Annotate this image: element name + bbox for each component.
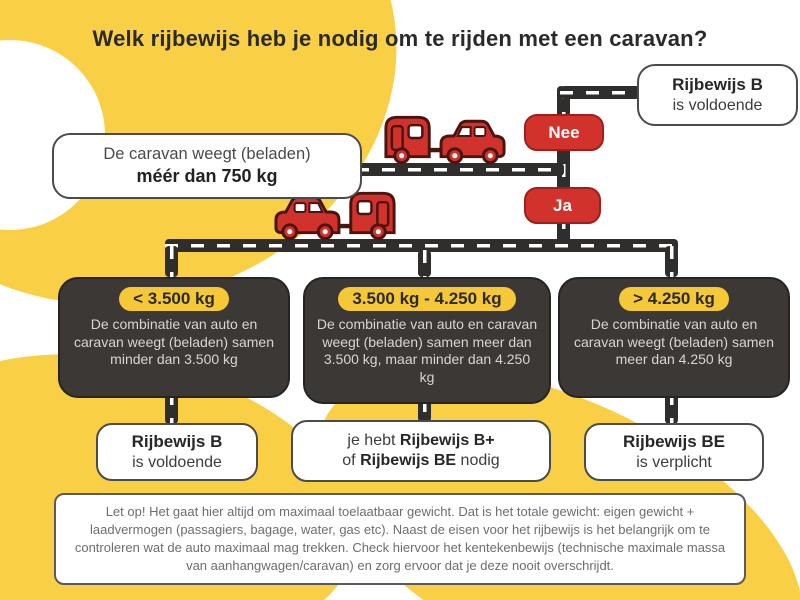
road-drop-right: [665, 246, 678, 277]
result-2-pre: je hebt: [347, 432, 400, 449]
result-2-line-2: [342, 451, 499, 471]
question-line-1: De caravan weegt (beladen): [103, 145, 311, 164]
result-box-nee: [637, 64, 798, 126]
ja-badge: Ja: [524, 187, 601, 224]
branch-3-description: De combinatie van auto en caravan weegt (beladen) samen meer dan 4.250 kg: [573, 316, 774, 367]
road-to-nee-result: [560, 86, 640, 99]
branch-3-range-pill: > 4.250 kg: [619, 287, 729, 311]
road-drop-middle: [418, 250, 431, 277]
result-box-1: [96, 423, 258, 481]
page-title: Welk rijbewijs heb je nodig om te rijden met een caravan?: [92, 26, 708, 51]
result-2-line-1: [347, 431, 494, 451]
result-2-license-1: Rijbewijs B+: [399, 432, 495, 449]
result-3-license: Rijbewijs BE: [622, 432, 726, 452]
branch-card-under-3500: [58, 277, 290, 398]
branch-2-range-pill: 3.500 kg - 4.250 kg: [338, 287, 515, 311]
note-text: Let op! Het gaat hier altijd om maximaal toelaatbaar gewicht. Dat is het totale gewicht: eigen gewicht + laadvermogen (passagiers, bagage, water, gas etc). Naast de eisen voor het rijbewijs is het belangrijk om te controleren wat de auto maximaal mag trekken. Check hiervoor het kentekenbewijs (technische maximale massa van aanhangwagen/caravan) en zorg ervoor dat je deze nooit overschrijdt.: [74, 503, 726, 574]
branch-card-over-4250: [558, 277, 790, 398]
result-box-2: [291, 420, 551, 482]
nee-badge: Nee: [524, 114, 604, 151]
result-2-license-2: Rijbewijs BE: [360, 452, 457, 469]
result-nee-license: Rijbewijs B: [672, 75, 763, 95]
result-1-verdict: is voldoende: [132, 453, 222, 471]
branch-2-description: De combinatie van auto en caravan weegt (beladen) samen meer dan 3.500 kg, maar minder dan 4.250 kg: [316, 316, 538, 385]
result-2-post: nodig: [456, 452, 500, 469]
result-2-mid: of: [342, 452, 361, 469]
road-drop-left: [165, 246, 178, 277]
result-1-license: Rijbewijs B: [131, 432, 223, 452]
branch-1-range-pill: < 3.500 kg: [119, 287, 229, 311]
question-box: [52, 133, 362, 199]
question-line-2: méér dan 750 kg: [136, 166, 278, 187]
branch-1-description: De combinatie van auto en caravan weegt (beladen) samen minder dan 3.500 kg: [73, 316, 274, 367]
branch-card-3500-4250: [303, 277, 551, 404]
note-box: [54, 493, 746, 585]
result-3-verdict: is verplicht: [636, 453, 712, 471]
result-box-3: [584, 423, 764, 481]
caravan-and-car-icon: [380, 111, 508, 165]
result-nee-verdict: is voldoende: [672, 96, 763, 114]
